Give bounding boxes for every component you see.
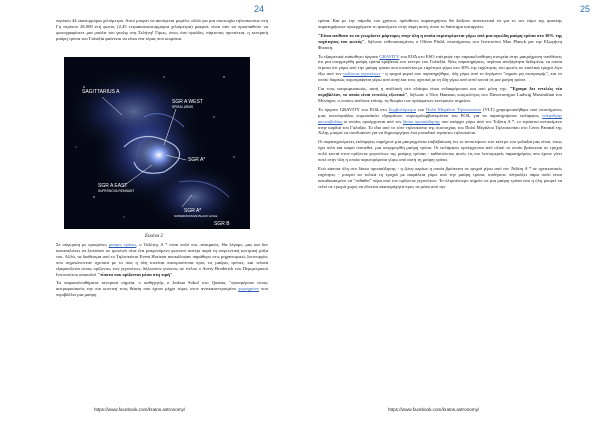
label-sgr-a-east: SGR A EAST	[98, 183, 128, 189]
black-holes-link[interactable]: μαύρες τρύπες	[108, 242, 137, 247]
label-sgr-a-star: SGR A*	[188, 157, 206, 163]
interferometer-link[interactable]: Συμβολόμετρο	[388, 106, 417, 112]
label-sgr-a-east-sub: SUPERNOVA REMNANT	[98, 189, 135, 193]
infrared-link[interactable]: υπέρυθρης ακτινοβολίας	[318, 112, 562, 124]
gravity-link[interactable]: GRAVITY	[379, 53, 400, 59]
left-paragraph-1: Σε σύγκριση με ορισμένες μαύρες τρύπες, ο Τοξότης Α * είναι πολύ πιο...αναιμικός. Θα λέγαμε, μας και δεν καταναλώνει να ξεσπάσει σε φωτεινό πίτα ένα μακρινόμενο φωτεινό αστέρι παρά τη συγκεντική κεντρική μάζα του. Αλλά, τα διαθέσιμα από το Τηλεσκόπιο Event Horizon αποκάλυψαν παράθυρο στις μηχανισμικές λειτουργίες που σημειώνονταν σχετικά με το πώς η ύλη κινείται πανομοιότυπα προς τις μαύρες τρύπες, και τελικά εξαφανίζεται στους ορίζοντες των γεγονότων, δήλωνουν γνώστες σε τίτλου ο Avery Broderick του Περιμετρικού Ινστιτούτου αποκαλεί "τίποτα που ορίζονται μέσα στη τιμή"	[56, 242, 268, 277]
galactic-center-figure	[64, 57, 250, 229]
figure-caption: Εικόνα 2	[145, 234, 163, 239]
intro-text: περίπου 44 εκατομμύρια χιλιόμετρα. Αυτό μπορεί να ακούγεται μεγάλο, αλλά για μια συστοιχία τηλεσκοπίων στη Γη περίπου 26.000 έτη φωτός (2,45 τετρακισεκατομμύρια χιλιόμετρα) μακριά, είναι σαν να προσπαθείτε να φωτογραφίσετε μια μπάλα του γκολφ στη Σελήνη! Όμως, όπως ένα ογκόδες, πάρτοπος προπέτεια, η κεντρική μαύρη τρύπα του Γαλαξία φαίνεται να είναι ένα τέρας που κοιμάται.	[56, 18, 268, 41]
event-horizon-link[interactable]: ορίζοντα γεγονότων	[343, 71, 381, 77]
right-footer-url[interactable]: https://www.facebook.com/kratos.astronomy/	[388, 407, 480, 412]
left-footer-url[interactable]: https://www.facebook.com/kratos.astronomy/	[94, 407, 186, 412]
left-paragraph-2: Τα παρακολουθήματα κεντρικά σημεία, ο καθηγητής ο Joshua Sokol στο Quanta, "προσφέρουν στους αστροφυσικούς την πιο κοντινή τους θέαση που έχουν μέχρι τώρα, στον αντικατοπτρισμένο χωροχρόνο που περιβάλλει μια μαύρη	[56, 280, 268, 298]
label-sgr-a: SAGITTARIUS A	[82, 89, 120, 95]
right-paragraph-5: Το όργανο GRAVITY του ΕΟΔ στο Συμβολόμετρο του Πολύ Μεγάλου Τηλεσκοπίου (VLT) χρησιμοποιήθηκε από επιστήμονες μιας κοινοπραξίας ευρωπαϊκών ιδρυμάτων, συμπεριλαμβανομένου του ΕΟΔ, για να παρατηρήσουν εκλάμψεις υπέρυθρης ακτινοβολίας οι οποίες προέρχονται από τον δίσκο προσαύξησης που υπάρχει γύρω από τον Τοξότη Α *, το τεράστιο αντικείμενο στην καρδιά του Γαλαξία. Το ίδιο από το τότε τηλεσκόπιο της συστοιχίας του Πολύ Μεγάλου Τηλεσκοπίου στο Cerro Paranal της Χιλής μπορεί να συνδυαστεί για να δημιουργήσει ένα μοναδικό τεράστιο τηλεσκόπιο.	[318, 106, 562, 136]
spacetime-link[interactable]: χωροχρόνο	[238, 286, 259, 292]
right-paragraph-6: Οι παρατηρούμενες εκλάμψεις παρέχουν μια μακροχρόνια επιβεβαίωση ότι το αντικείμενο στο κέντρο του γαλαξία μας είναι, όπως έχει υιλά και καιρό υποτεθεί, μια υπερμεγέθη μαύρη τρύπα. Οι εκλάμψεις προέρχονται από υλικό το οποίο βρίσκεται σε τροχιά πολύ κοντά στον ορίζοντα γεγονότων της μαύρης τρύπας - καθιστώντας αυτές τις πιο λεπτομερείς παρατηρήσεις που έχουν γίνει ποτέ στην ύλη η οποία περιστρέφεται γύρω από αυτή τη μαύρη τρύπα.	[318, 139, 562, 163]
right-page	[300, 0, 600, 424]
left-body-text	[56, 242, 268, 402]
right-body-text	[318, 18, 562, 404]
intro-paragraph	[56, 18, 268, 54]
right-paragraph-1: τρύπα. Και με την πάροδο του χρόνου, πρόσθετες παρατηρήσεις θα δείξουν ανανεωτικά τα για το τον νόμο της φυσικής παρατηρήσεων προερχόμενα το φαινόμενο στην άκρη αυτή, όπου το διάστημα καταρρέει.	[318, 18, 562, 29]
label-sgr-a-star-2-sub: SUPERMASSIVE BLACK HOLE	[174, 214, 218, 218]
right-paragraph-3: Το εξαιρετικά ευαίσθητο όργανο GRAVITY του ΕΟΔ στο ESO επέτρεψε την παρακολούθηση στοιχεία στην μακρόχρονη υποθέσεις ότι μια υπερμεγέθη μαύρη τρύπα κρύβεται στο κέντρο του Γαλαξία. Νέες παρατηρήσεις, περίπου ανεξάρτητα δεδομένα, τα οποία έτρεπα ότι γύρω από την μαύρη τρύπα που κινούνται με ταχύτητα γύρω στο 30% της ταχύτητας του φωτός σε κυκλική τροχιά λίγο έξω από τον ορίζοντα γεγονότων - η τροχιά φορεί που παρατηρήθηκε, όλη γύρω από το λεγόμενο "σημείο μη επιστροφής", και το οποίο διαρκώς περιστρέφεται γύρω από αυτή και τους σχετικά με τη ύλη γύρω από αυτό κοντά σε μια μαύρη τρύπα.	[318, 53, 562, 83]
right-paragraph-7: Ενώ κάποια ύλη στο δίσκο προσαύξησης - η ζώνη αερίων η οποία βρίσκεται σε τροχιά γύρω από τον Τοξότη Α * σε σχετικιστικές ταχύτητες - μπορεί να τελικά τη τροχιά με ασφάλεια γύρω από την μαύρη τρύπα, οτιδήποτε πλησιάζει πάρα πολύ είναι καταδικασμένο να "πεθαθεί" πέρα από τον ορίζοντα γεγονότων. Το πλησιέστερο σημείο σε μια μαύρη τρύπα που η ύλη μπορεί να τελεί σε τροχιά χωρίς να έλκεται ακαταμάχητα προς τα μέσα από την	[318, 165, 562, 189]
galactic-center-image	[64, 57, 250, 229]
right-paragraph-2: "Είναι απίθανο το να γνωρίσετε μάρτυρες στην ύλη η οποία περιστρέφεται γύρω από μια ογκώδη μαύρη τρύπα στο 30% της ταχύτητας του φωτός", δήλωσε ενθουσιασμένος ο Oliver Pfuhl, επιστήμονας στο Ινστιτούτο Max Planck για την Εξωγήινη Φυσική.	[318, 32, 562, 50]
page-number: 25	[580, 4, 591, 14]
label-sgr-a-star-2: SGR A*	[184, 208, 202, 214]
accretion-disk-link[interactable]: δίσκο προσαύξησης	[402, 118, 440, 124]
label-sgr-a-west: SGR A WEST	[172, 99, 203, 105]
label-sgr-b: SGR B	[214, 221, 230, 227]
right-paragraph-4: Για τους αστροφυσικούς, αυτή η ανάλυσή στο πλάσμα είναι ενδιαφέρουσα και από μόνη της: "Έχουμε δει εντελώς νέο περιβάλλον, το οποίο είναι εντελώς εξωτικό", δήλωσε ο Nico Hamaus, κοσμολόγος στο Πανεπιστήμιο Ludwig Maximilian του Μονάχου, ο οποίος ανέλυσε επίσης τη θεωρία των πρόσφατων κεντρικών σημείων.	[318, 86, 562, 103]
label-sgr-a-west-sub: SPIRAL ARMS	[172, 105, 194, 109]
vlt-link[interactable]: Πολύ Μεγάλου Τηλεσκοπίου	[426, 106, 482, 112]
page-number: 24	[254, 4, 265, 14]
